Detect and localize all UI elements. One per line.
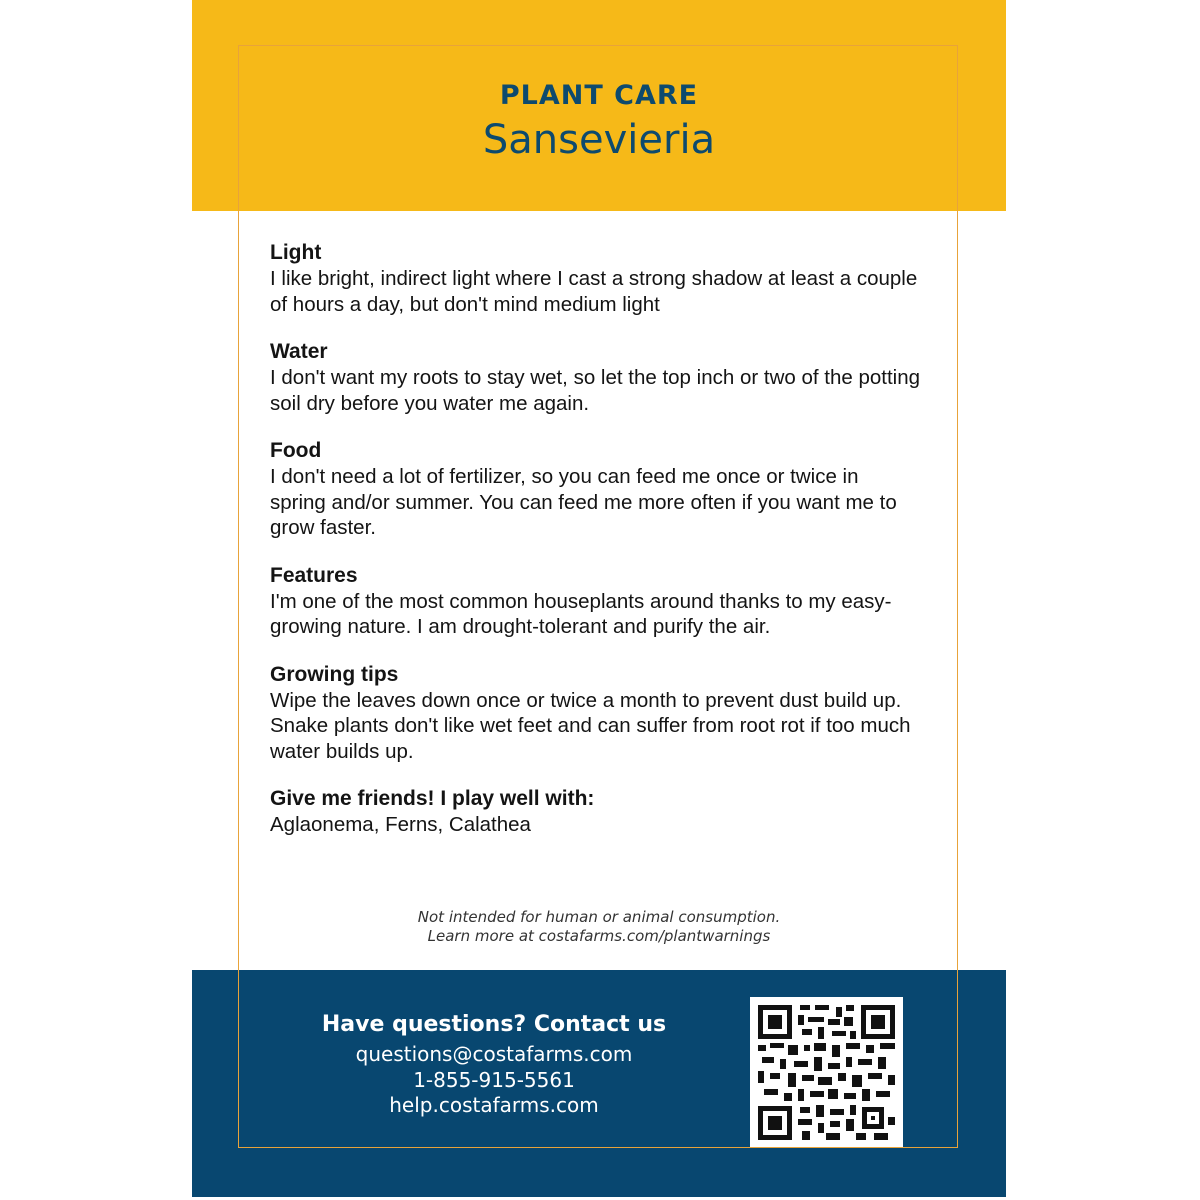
warning-line-1: Not intended for human or animal consumption. [417, 908, 781, 926]
contact-email[interactable]: questions@costafarms.com [355, 1042, 633, 1066]
section-light [270, 240, 920, 317]
warning-line-2: Learn more at costafarms.com/plantwarnings [427, 927, 771, 945]
section-title: Light [270, 241, 322, 264]
section-growing-tips [270, 662, 920, 765]
section-friends [270, 786, 920, 838]
section-body: I don't need a lot of fertilizer, so you can feed me once or twice in spring and/or summer. You can feed me more often if you want me to grow faster. [270, 465, 897, 539]
section-title: Food [270, 439, 322, 462]
consumption-warning [192, 908, 1006, 946]
contact-block [284, 1008, 704, 1119]
section-body: Wipe the leaves down once or twice a month to prevent dust build up. Snake plants don't like wet feet and can suffer from root rot if too much water builds up. [270, 688, 911, 763]
section-body: I don't want my roots to stay wet, so let the top inch or two of the potting soil dry before you water me again. [270, 366, 921, 415]
qr-code-icon [750, 997, 903, 1148]
header-kicker: PLANT CARE [499, 80, 699, 111]
section-body: I'm one of the most common houseplants around thanks to my easy-growing nature. I am drought-tolerant and purify the air. [270, 589, 892, 638]
section-title: Water [270, 340, 328, 363]
contact-phone[interactable]: 1-855-915-5561 [413, 1067, 575, 1092]
care-sections [270, 240, 920, 860]
section-features [270, 563, 920, 640]
section-body: Aglaonema, Ferns, Calathea [270, 813, 531, 836]
contact-title: Have questions? Contact us [321, 1012, 667, 1037]
contact-website[interactable]: help.costafarms.com [389, 1093, 599, 1117]
section-title: Growing tips [270, 662, 399, 686]
section-title: Features [270, 563, 358, 587]
section-food [270, 438, 920, 541]
section-water [270, 339, 920, 416]
qr-code-graphic [758, 1005, 895, 1140]
plant-name-title: Sansevieria [482, 117, 716, 163]
plant-care-card [192, 0, 1006, 1197]
section-title: Give me friends! I play well with: [270, 787, 595, 810]
section-body: I like bright, indirect light where I cast a strong shadow at least a couple of hours a day, but don't mind medium light [270, 267, 918, 316]
